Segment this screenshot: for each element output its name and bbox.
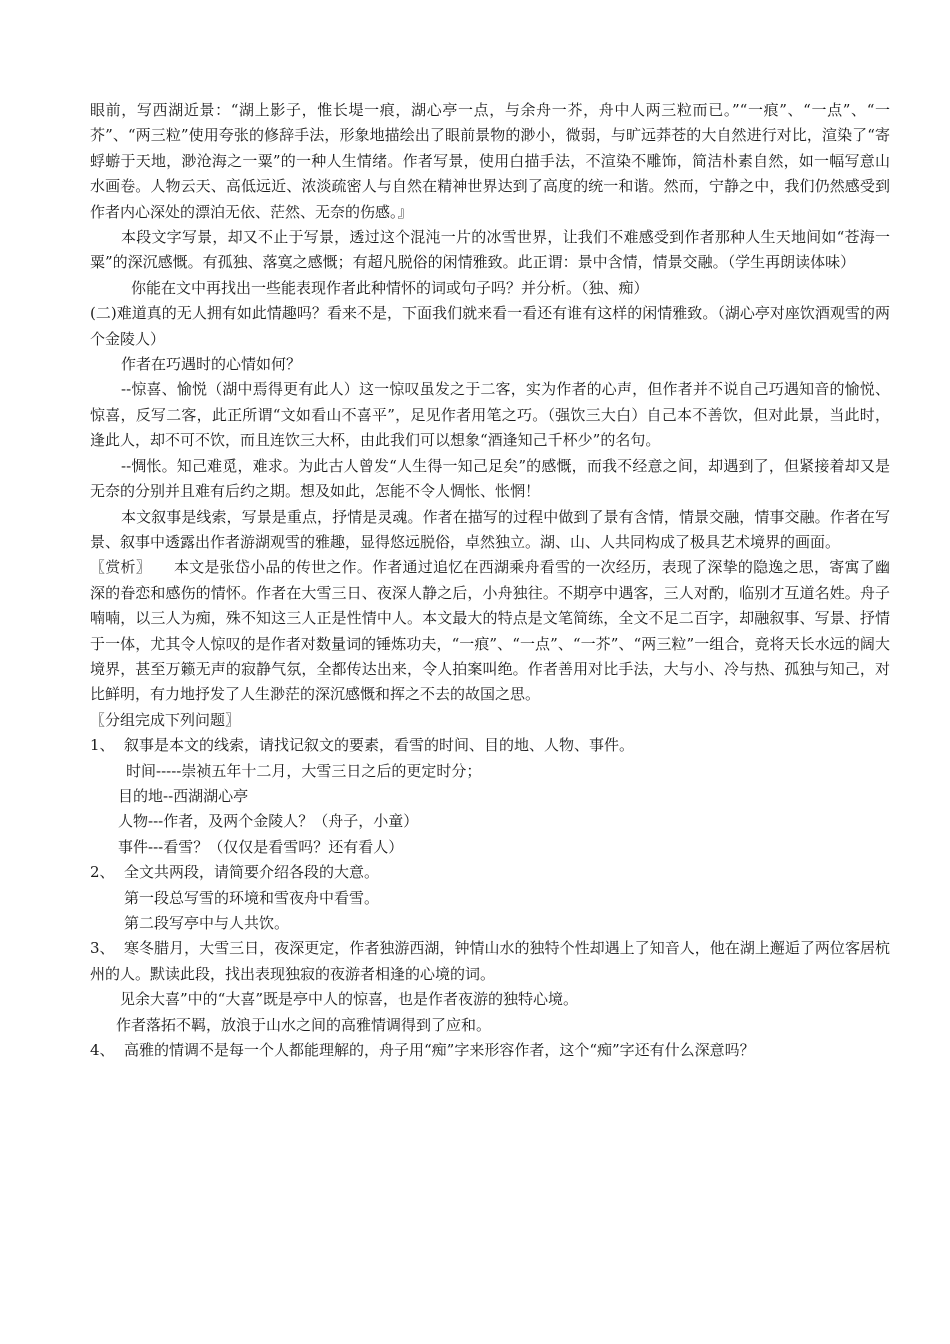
question-item — [90, 860, 890, 936]
paragraph-narration-summary: 本文叙事是线索，写景是重点，抒情是灵魂。作者在描写的过程中做到了景有含情，情景交融，情事交融。作者在写景、叙事中透露出作者游湖观雪的雅趣，显得悠远脱俗，卓然独立。湖、山、人共同构成了极具艺术境界的画面。 — [90, 507, 890, 551]
question-text: 全文共两段，请简要介绍各段的大意。 — [124, 863, 380, 882]
answer-line: 人物---作者，及两个金陵人？（舟子，小童） — [118, 812, 419, 831]
answer-line: 第一段总写雪的环境和雪夜舟中看雪。 — [124, 888, 380, 907]
question-number: 4、 — [90, 1041, 115, 1060]
answer-line: 第二段写亭中与人共饮。 — [124, 914, 290, 932]
question-number: 2、 — [90, 863, 115, 882]
question-item — [90, 936, 890, 1038]
paragraph-west-lake-scenery: 眼前，写西湖近景：“湖上影子，惟长堤一痕，湖心亭一点，与余舟一芥，舟中人两三粒而已。”“一痕”、“一点”、“一芥”、“两三粒”使用夸张的修辞手法，形象地描绘出了眼前景物的渺小，微弱，与旷远莽苍的大自然进行对比，渲染了“寄蜉蝣于天地，渺沧海之一粟”的一种人生情绪。作者写景，使用白描手法，不渲染不雕饰，简洁朴素自然，如一幅写意山水画卷。人物云天、高低远近、浓淡疏密人与自然在精神世界达到了高度的统一和谐。然而，宁静之中，我们仍然感受到作者内心深处的漂泊无依、茫然、无奈的伤感。』 — [90, 101, 890, 221]
answer-line: 事件---看雪？（仅仅是看雪吗？还有看人） — [118, 837, 404, 856]
question-text: 叙事是本文的线索，请找记叙文的要素，看雪的时间、目的地、人物、事件。 — [124, 736, 635, 755]
answer-line: 时间-----崇祯五年十二月，大雪三日之后的更定时分； — [126, 761, 482, 780]
question-number: 1、 — [90, 736, 115, 755]
paragraph-question-prompt: 你能在文中再找出一些能表现作者此种情怀的词或句子吗？并分析。（独、痴） — [131, 278, 649, 297]
question-item — [90, 733, 890, 860]
question-text: 寒冬腊月，大雪三日，夜深更定，作者独游西湖，钟情山水的独特个性却遇上了知音人，他在湖上邂逅了两位客居杭州的人。默读此段，找出表现独寂的夜游者相逢的心境的词。 — [90, 939, 890, 983]
question-text: 高雅的情调不是每一个人都能理解的，舟子用“痴”字来形容作者，这个“痴”字还有什么深意吗？ — [124, 1041, 755, 1060]
answer-line: 目的地--西湖湖心亭 — [118, 786, 249, 805]
question-line — [90, 860, 890, 885]
question-list — [90, 733, 890, 1063]
answer-line: 见余大喜”中的“大喜”既是亭中人的惊喜，也是作者夜游的独特心境。 — [120, 990, 579, 1009]
answer-line: 作者落拓不羁，放浪于山水之间的高雅情调得到了应和。 — [116, 1015, 492, 1034]
paragraph-surprise-joy: --惊喜、愉悦（湖中焉得更有此人）这一惊叹虽发之于二客，实为作者的心声，但作者并不说自己巧遇知音的愉悦、惊喜，反写二客，此正所谓“文如看山不喜平”，足见作者用笔之巧。（强饮三大白）自己本不善饮，但对此景，当此时，逢此人，却不可不饮，而且连饮三大杯，由此我们可以想象“酒逢知己千杯少”的名句。 — [90, 380, 890, 450]
paragraph-scene-emotion: 本段文字写景，却又不止于写景，透过这个混沌一片的冰雪世界，让我们不难感受到作者那种人生天地间如“苍海一粟”的深沉感慨。有孤独、落寞之感慨；有超凡脱俗的闲情雅致。此正谓：景中含情，情景交融。（学生再朗读体味） — [90, 228, 890, 272]
paragraph-appreciation: 〖赏析〗 本文是张岱小品的传世之作。作者通过追忆在西湖乘舟看雪的一次经历，表现了深挚的隐逸之思，寄寓了幽深的眷恋和感伤的情怀。作者在大雪三日、夜深人静之后，小舟独往。不期亭中遇客，三人对酌，临别才互道名姓。舟子喃喃，以三人为痴，殊不知这三人正是性情中人。本文最大的特点是文笔简练，全文不足二百字，却融叙事、写景、抒情于一体，尤其令人惊叹的是作者对数量词的锤炼功夫，“一痕”、“一点”、“一芥”、“两三粒”一组合，竟将天长水远的阔大境界，甚至万籁无声的寂静气氛，全都传达出来，令人拍案叫绝。作者善用对比手法，大与小、冷与热、孤独与知己，对比鲜明，有力地抒发了人生渺茫的深沉感慨和挥之不去的故国之思。 — [90, 558, 890, 704]
question-line — [90, 1038, 890, 1063]
document-page — [90, 98, 890, 1063]
paragraph-mood-question: 作者在巧遇时的心情如何？ — [121, 355, 302, 374]
paragraph-melancholy: --惆怅。知己难觅，难求。为此古人曾发“人生得一知己足矣”的感慨，而我不经意之间，却遇到了，但紧接着却又是无奈的分别并且难有后约之期。想及如此，怎能不令人惆怅、怅惘！ — [90, 456, 890, 501]
question-item — [90, 1038, 890, 1063]
section-heading-group-questions: 〖分组完成下列问题〗 — [90, 710, 241, 729]
question-line — [90, 733, 890, 758]
question-number: 3、 — [90, 939, 115, 958]
question-line — [90, 936, 890, 987]
paragraph-section-two: (二)难道真的无人拥有如此情趣吗？看来不是，下面我们就来看一看还有谁有这样的闲情雅致。（湖心亭对座饮酒观雪的两个金陵人） — [90, 304, 890, 348]
